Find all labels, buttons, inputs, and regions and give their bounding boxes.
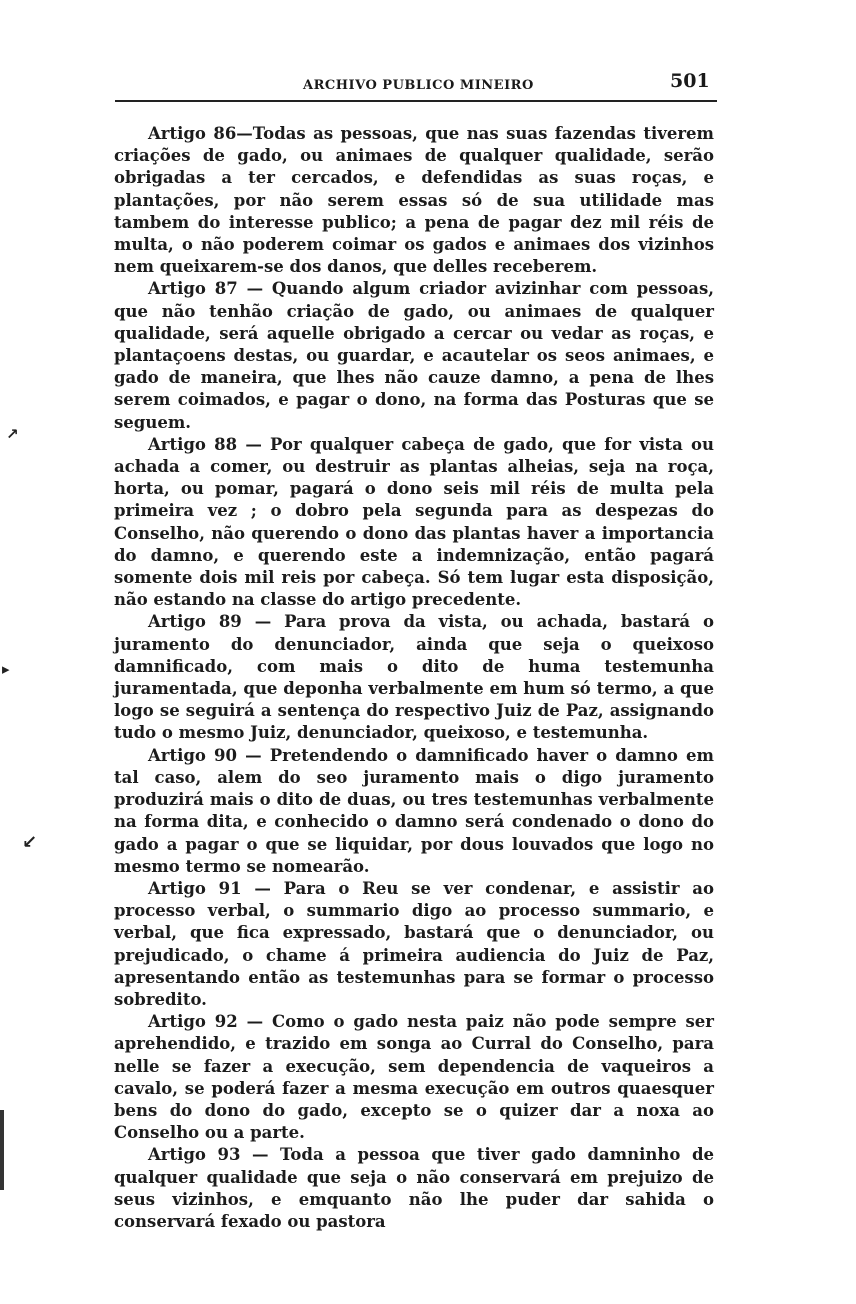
- margin-mark-icon: ▸: [2, 660, 10, 678]
- header-rule: [115, 100, 717, 102]
- article-88: Artigo 88 — Por qualquer cabeça de gado, que for vista ou achada a comer, ou destruir as plantas alheias, seja na roça, horta, ou pomar, pagará o dono seis mil réis de multa pela primeira vez ; o dobro pela segunda para as despezas do Conselho, não querendo o dono das plantas haver a importancia do damno, e querendo este a indemnização, então pagará somente dois mil reis por cabeça. Só tem lugar esta disposição, não estando na classe do artigo precedente.: [114, 434, 714, 610]
- article-86: Artigo 86—Todas as pessoas, que nas suas fazendas tiverem criações de gado, ou animaes de qualquer qualidade, serão obrigadas a ter cercados, e defendidas as suas roças, e plantações, por não serem essas só de sua utilidade mas tambem do interesse publico; a pena de pagar dez mil réis de multa, o não poderem coimar os gados e animaes dos vizinhos nem queixarem-se dos danos, que delles receberem.: [114, 124, 714, 277]
- margin-mark-icon: ↗: [6, 425, 19, 443]
- article-89: Artigo 89 — Para prova da vista, ou achada, bastará o juramento do denunciador, ainda que seja o queixoso damnificado, com mais o dito de huma testemunha juramentada, que deponha verbalmente em hum só termo, a que logo se seguirá a sentença do respectivo Juiz de Paz, assignando tudo o mesmo Juiz, denunciador, queixoso, e testemunha.: [114, 612, 714, 743]
- article-90: Artigo 90 — Pretendendo o damnificado haver o damno em tal caso, alem do seo juramento mais o digo juramento produzirá mais o dito de duas, ou tres testemunhas verbalmente na forma dita, e conhecido o damno será condenado o dono do gado a pagar o que se liquidar, por dous louvados que logo no mesmo termo se nomearão.: [114, 745, 714, 876]
- margin-mark-icon: ↙: [22, 832, 38, 853]
- binding-edge: [0, 1110, 4, 1190]
- running-title: ARCHIVO PUBLICO MINEIRO: [303, 78, 534, 93]
- article-93: Artigo 93 — Toda a pessoa que tiver gado damninho de qualquer qualidade que seja o não conservará em prejuizo de seus vizinhos, e emquanto não lhe puder dar sahida o conservará fexado ou pastora: [114, 1145, 714, 1231]
- article-91: Artigo 91 — Para o Reu se ver condenar, e assistir ao processo verbal, o summario digo ao processo summario, e verbal, que fica expressado, bastará que o denunciador, ou prejudicado, o chame á primeira audiencia do Juiz de Paz, apresentando então as testemunhas para se formar o processo sobredito.: [114, 878, 714, 1009]
- article-92: Artigo 92 — Como o gado nesta paiz não pode sempre ser aprehendido, e trazido em songa ao Curral do Conselho, para nelle se fazer a execução, sem dependencia de vaqueiros a cavalo, se poderá fazer a mesma execução em outros quaesquer bens do dono do gado, excepto se o quizer dar a noxa ao Conselho ou a parte.: [114, 1012, 714, 1143]
- page-header: [115, 60, 715, 104]
- page-number: 501: [670, 70, 710, 92]
- article-87: Artigo 87 — Quando algum criador avizinhar com pessoas, que não tenhão criação de gado, ou animaes de qualquer qualidade, será aquelle obrigado a cercar ou vedar as roças, e plantaçoens destas, ou guardar, e acautelar os seos animaes, e gado de maneira, que lhes não cauze damno, a pena de lhes serem coimados, e pagar o dono, na forma das Posturas que se seguem.: [114, 279, 714, 432]
- body-text: [114, 123, 714, 1233]
